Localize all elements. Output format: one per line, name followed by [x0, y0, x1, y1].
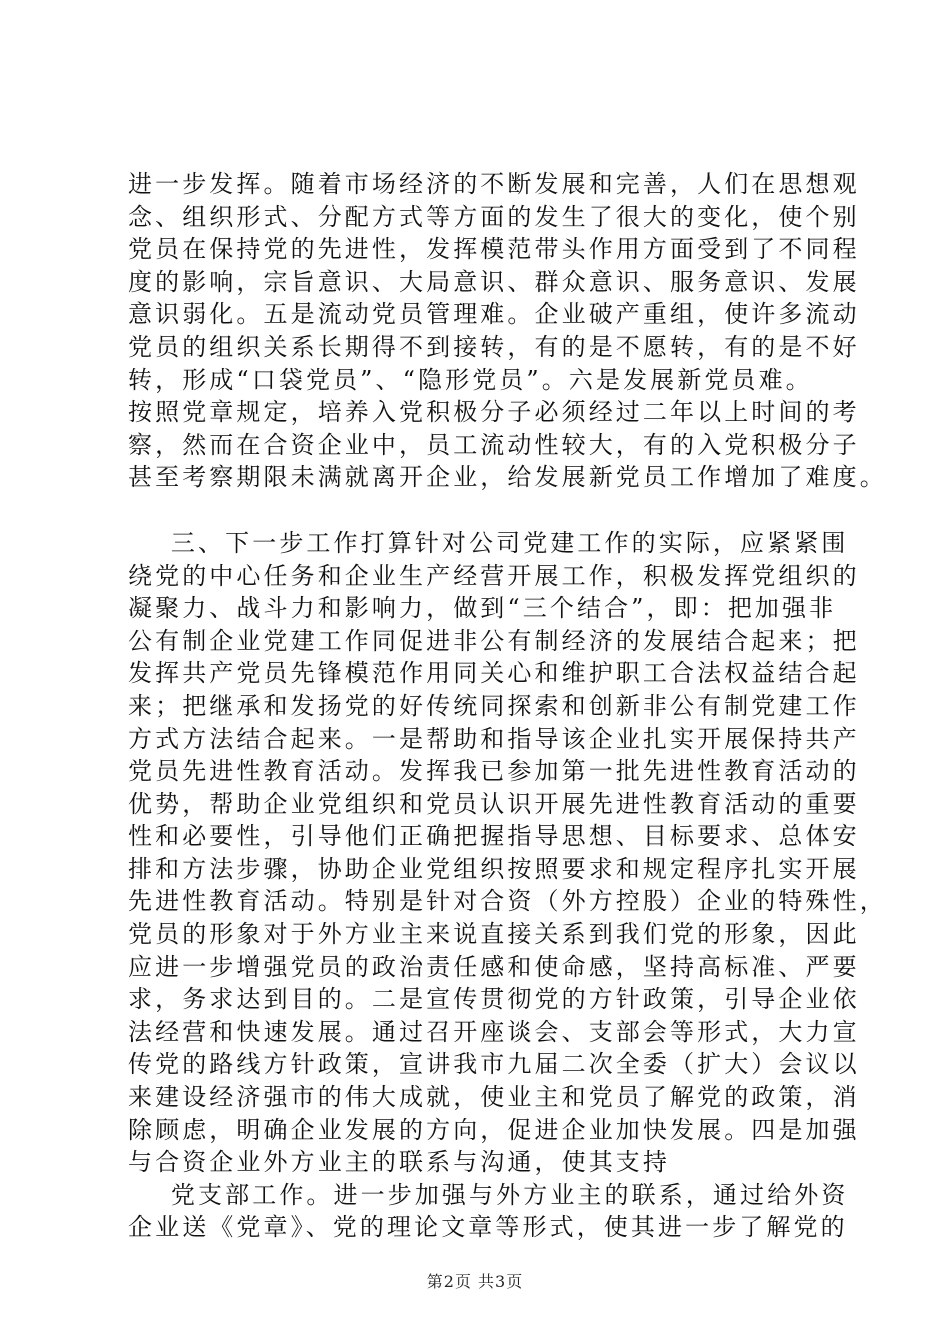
text-line: 发挥共产党员先锋模范作用同关心和维护职工合法权益结合起 [128, 659, 860, 688]
text-line: 意识弱化。五是流动党员管理难。企业破产重组，使许多流动 [128, 300, 860, 329]
text-line: 先进性教育活动。特别是针对合资（外方控股）企业的特殊性， [128, 887, 887, 916]
text-line: 求，务求达到目的。二是宣传贯彻党的方针政策，引导企业依 [128, 985, 860, 1014]
text-line: 念、组织形式、分配方式等方面的发生了很大的变化，使个别 [128, 202, 860, 231]
text-line: 甚至考察期限未满就离开企业，给发展新党员工作增加了难度。 [128, 463, 887, 492]
text-line: 转，形成“口袋党员”、“隐形党员”。六是发展新党员难。 [128, 365, 813, 394]
text-line: 绕党的中心任务和企业生产经营开展工作，积极发挥党组织的 [128, 561, 860, 590]
text-line: 三、下一步工作打算针对公司党建工作的实际，应紧紧围 [128, 528, 849, 557]
body-text [128, 168, 887, 1244]
text-line: 察，然而在合资企业中，员工流动性较大，有的入党积极分子 [128, 430, 860, 459]
text-line: 党员的组织关系长期得不到接转，有的是不愿转，有的是不好 [128, 332, 860, 361]
text-line: 优势，帮助企业党组织和党员认识开展先进性教育活动的重要 [128, 789, 860, 818]
text-line: 进一步发挥。随着市场经济的不断发展和完善，人们在思想观 [128, 170, 860, 198]
text-line: 党支部工作。进一步加强与外方业主的联系，通过给外资 [128, 1180, 849, 1209]
text-line: 来；把继承和发扬党的好传统同探索和创新非公有制党建工作 [128, 691, 860, 720]
text-line: 排和方法步骤，协助企业党组织按照要求和规定程序扎实开展 [128, 854, 860, 883]
text-line: 度的影响，宗旨意识、大局意识、群众意识、服务意识、发展 [128, 267, 860, 296]
text-line: 来建设经济强市的伟大成就，使业主和党员了解党的政策，消 [128, 1083, 860, 1112]
text-line: 应进一步增强党员的政治责任感和使命感，坚持高标准、严要 [128, 952, 860, 981]
text-line: 党员在保持党的先进性，发挥模范带头作用方面受到了不同程 [128, 235, 860, 264]
text-line: 与合资企业外方业主的联系与沟通，使其支持 [128, 1148, 670, 1177]
text-line: 党员先进性教育活动。发挥我已参加第一批先进性教育活动的 [128, 757, 860, 786]
text-line: 方式方法结合起来。一是帮助和指导该企业扎实开展保持共产 [128, 724, 860, 753]
text-line: 传党的路线方针政策，宣讲我市九届二次全委（扩大）会议以 [128, 1050, 860, 1079]
text-line: 企业送《党章》、党的理论文章等形式，使其进一步了解党的 [128, 1213, 848, 1242]
text-line: 公有制企业党建工作同促进非公有制经济的发展结合起来；把 [128, 626, 860, 655]
text-line: 法经营和快速发展。通过召开座谈会、支部会等形式，大力宣 [128, 1017, 860, 1046]
text-line: 按照党章规定，培养入党积极分子必须经过二年以上时间的考 [128, 398, 860, 427]
text-line: 党员的形象对于外方业主来说直接关系到我们党的形象，因此 [128, 920, 860, 949]
text-line: 性和必要性，引导他们正确把握指导思想、目标要求、总体安 [128, 822, 860, 851]
text-line: 凝聚力、战斗力和影响力，做到“三个结合”，即：把加强非 [128, 594, 837, 623]
page-number-footer: 第2页 共3页 [426, 1272, 524, 1291]
text-line: 除顾虑，明确企业发展的方向，促进企业加快发展。四是加强 [128, 1115, 860, 1144]
